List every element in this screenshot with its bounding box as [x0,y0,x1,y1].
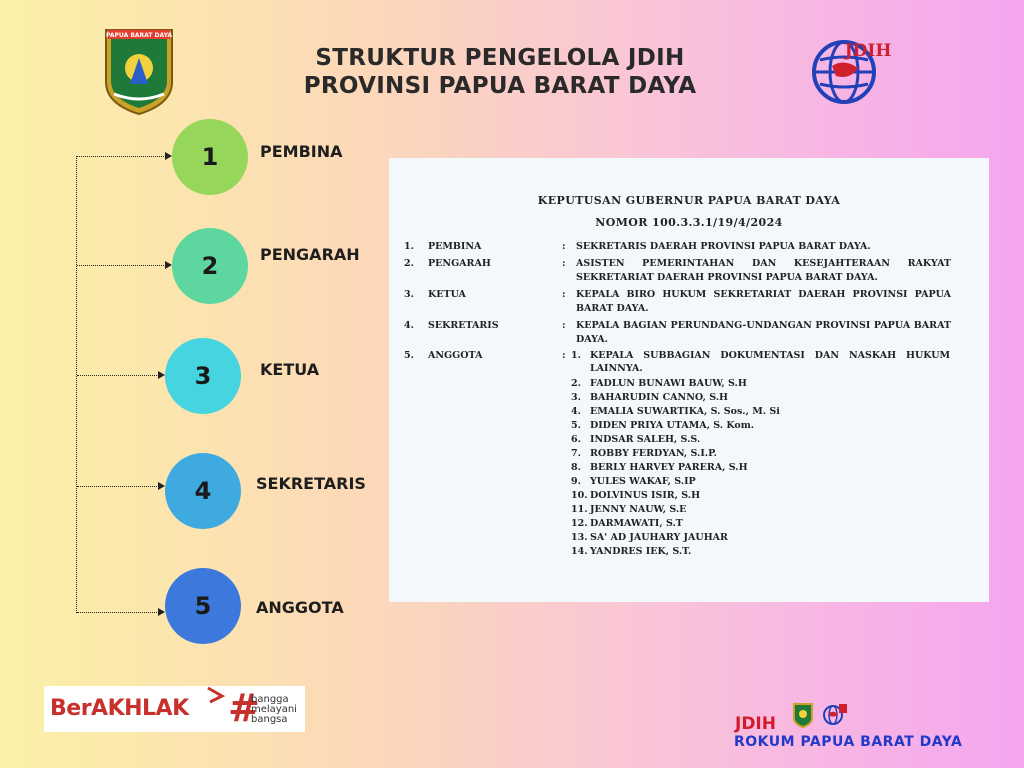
entry-colon: : [562,320,566,331]
step-label-pengarah: PENGARAH [260,245,360,264]
member-name: DARMAWATI, S.T [590,518,683,529]
entry-value: KEPALA BAGIAN PERUNDANG-UNDANGAN PROVINSI PAPUA BARAT DAYA. [576,320,951,345]
entry-num: 5. [404,350,414,361]
arrow-icon-5 [158,608,165,616]
step-circle-2: 2 [172,228,248,304]
member-name: YANDRES IEK, S.T. [590,546,692,557]
step-label-sekretaris: SEKRETARIS [256,474,366,493]
chevron-icon [204,686,228,706]
step-circle-1: 1 [172,119,248,195]
step-label-pembina: PEMBINA [260,142,343,161]
member-name: KEPALA SUBBAGIAN DOKUMENTASI DAN NASKAH HUKUM LAINNYA. [590,350,950,374]
tagline-line-1: bangga [251,694,289,705]
entry-num: 3. [404,289,414,300]
member-num: 5. [571,420,581,431]
connector-vertical-line [76,156,77,613]
berakhlak-logo [44,686,305,732]
step-circle-4: 4 [165,453,241,529]
entry-value: KEPALA BIRO HUKUM SEKRETARIAT DAERAH PROVINSI PAPUA BARAT DAYA. [576,289,951,314]
decree-number: NOMOR 100.3.3.1/19/4/2024 [595,216,783,229]
decree-heading: KEPUTUSAN GUBERNUR PAPUA BARAT DAYA [537,194,841,207]
jdih-logo-text: JDIH [844,41,892,61]
connector-line-2 [77,265,166,266]
member-name: JENNY NAUW, S.E [590,504,687,515]
arrow-icon-1 [165,152,172,160]
connector-line-1 [77,156,166,157]
jdih-logo [810,30,894,110]
member-num: 2. [571,378,581,389]
member-num: 8. [571,462,581,473]
decree-document [389,158,989,602]
berakhlak-text: BerAKHLAK [50,696,189,721]
entry-colon: : [562,289,566,300]
title-line-1: STRUKTUR PENGELOLA JDIH [315,45,685,71]
tagline-line-2: melayani [251,704,297,715]
member-name: FADLUN BUNAWI BAUW, S.H [590,378,747,389]
entry-num: 4. [404,320,414,331]
small-emblem-icon [792,702,814,728]
entry-colon: : [562,258,566,269]
member-num: 1. [571,350,581,361]
member-num: 7. [571,448,581,459]
entry-key: PENGARAH [428,258,491,269]
emblem-text: PAPUA BARAT DAYA [106,32,172,39]
entry-colon: : [562,350,566,361]
entry-num: 1. [404,241,414,252]
arrow-icon-4 [158,482,165,490]
step-label-anggota: ANGGOTA [256,598,344,617]
connector-line-4 [77,486,159,487]
arrow-icon-3 [158,371,165,379]
member-num: 10. [571,490,588,501]
tagline [251,695,297,725]
member-name: YULES WAKAF, S.IP [590,476,696,487]
arrow-icon-2 [165,261,172,269]
small-jdih-icon [822,702,848,726]
entry-colon: : [562,241,566,252]
entry-key: PEMBINA [428,241,482,252]
papua-barat-daya-emblem [100,24,178,116]
page-title [250,44,750,100]
title-line-2: PROVINSI PAPUA BARAT DAYA [303,73,697,99]
tagline-line-3: bangsa [251,714,288,725]
member-name: BAHARUDIN CANNO, S.H [590,392,729,403]
connector-line-3 [77,375,159,376]
member-num: 3. [571,392,581,403]
member-name: SA' AD JAUHARY JAUHAR [590,532,728,543]
step-circle-5: 5 [165,568,241,644]
member-name: DOLVINUS ISIR, S.H [590,490,701,501]
member-name: BERLY HARVEY PARERA, S.H [590,462,748,473]
member-name: EMALIA SUWARTIKA, S. Sos., M. Si [590,406,780,417]
member-name: DIDEN PRIYA UTAMA, S. Kom. [590,420,755,431]
entry-value: SEKRETARIS DAERAH PROVINSI PAPUA BARAT DAYA. [576,241,871,252]
member-num: 4. [571,406,581,417]
entry-value: ASISTEN PEMERINTAHAN DAN KESEJAHTERAAN RAKYAT SEKRETARIAT DAERAH PROVINSI PAPUA BARAT DAYA. [576,258,951,283]
step-circle-3: 3 [165,338,241,414]
member-num: 6. [571,434,581,445]
member-num: 9. [571,476,581,487]
entry-key: KETUA [428,289,466,300]
member-num: 12. [571,518,588,529]
member-num: 13. [571,532,588,543]
hashtag-icon: # [228,686,260,730]
connector-line-5 [77,612,159,613]
entry-key: SEKRETARIS [428,320,499,331]
step-label-ketua: KETUA [260,360,320,379]
member-num: 14. [571,546,588,557]
footer-jdih: JDIH [735,714,776,734]
entry-num: 2. [404,258,414,269]
member-name: ROBBY FERDYAN, S.I.P. [590,448,717,459]
footer-org: ROKUM PAPUA BARAT DAYA [734,734,963,750]
entry-key: ANGGOTA [428,350,483,361]
member-num: 11. [571,504,588,515]
member-name: INDSAR SALEH, S.S. [590,434,701,445]
